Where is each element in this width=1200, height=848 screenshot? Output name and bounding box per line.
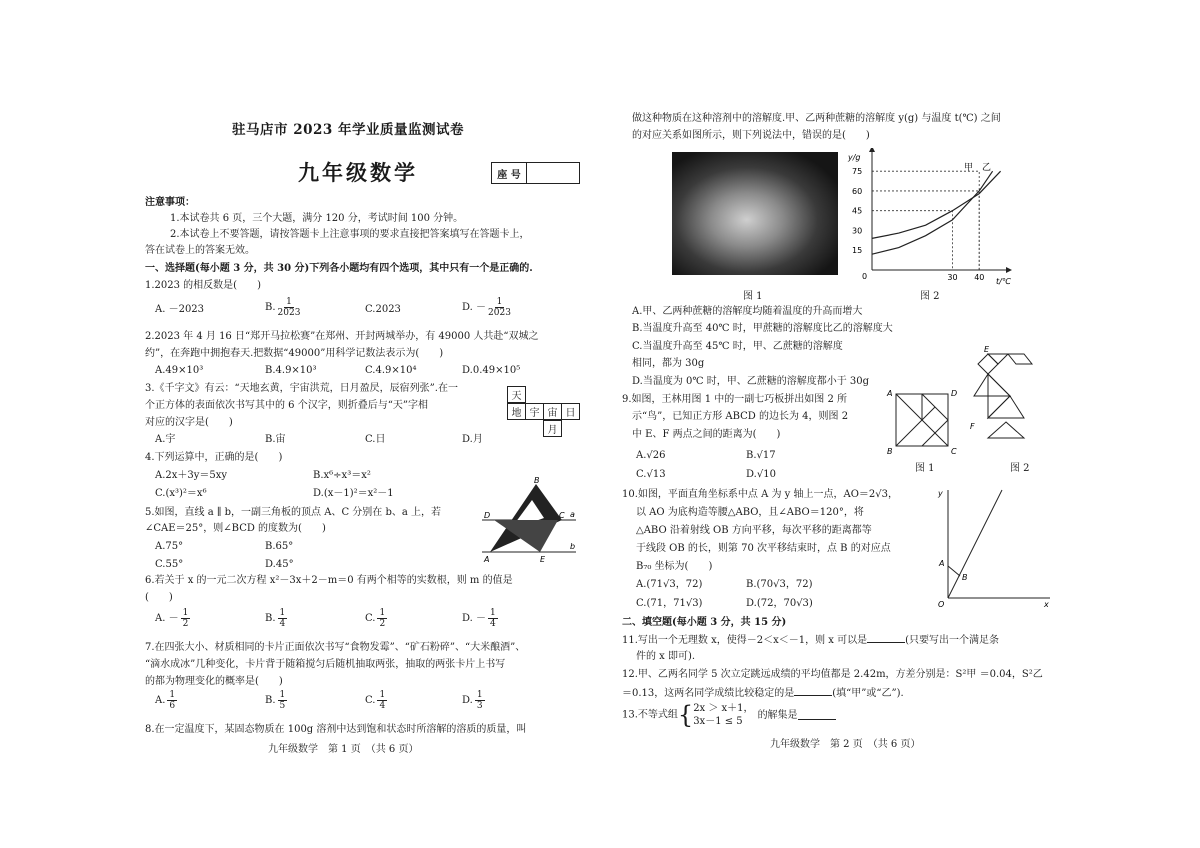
y-tick-label: 30 xyxy=(852,226,863,236)
fig10-label: B xyxy=(962,573,968,582)
fig5-label: D xyxy=(484,511,491,520)
tangram-label: E xyxy=(984,345,990,354)
fig1-caption: 图 1 xyxy=(743,291,763,302)
ray-ob xyxy=(948,490,1002,598)
cube-face: 天 xyxy=(507,386,526,403)
q9-stem-3: 中 E、F 两点之间的距离为( ) xyxy=(632,429,781,440)
beaker-photo xyxy=(672,152,838,275)
q1-option-b: B. $\frac{1}{2023}$ xyxy=(265,297,301,318)
tangram-fig1-caption: 图 1 xyxy=(915,463,935,474)
fig10-label: y xyxy=(938,489,943,498)
tangram-bird-figure xyxy=(966,342,1056,457)
q2-option-c: C.4.9×10⁴ xyxy=(365,365,417,376)
cube-face: 宙 xyxy=(543,403,562,420)
tangram-label: B xyxy=(887,447,893,456)
q1-option-c: C.2023 xyxy=(365,304,401,315)
tangram-label: A xyxy=(887,389,893,398)
q10-option-b: B.(70√3，72) xyxy=(746,579,813,590)
q10-option-c: C.(71，71√3) xyxy=(636,598,703,609)
q7-option-d: D. $\frac{1}{3}$ xyxy=(462,690,483,711)
q5-triangle-figure xyxy=(480,474,580,564)
q6-stem-1: 6.若关于 x 的一元二次方程 x²－3x＋2－m＝0 有两个相等的实数根，则 m 的值是 xyxy=(145,575,513,586)
page-footer: 九年级数学 第 1 页 （共 6 页） xyxy=(268,744,419,755)
q1-option-a: A. －2023 xyxy=(155,304,205,315)
q8-option-d: D.当温度为 0℃ 时，甲、乙蔗糖的溶解度都小于 30g xyxy=(632,376,870,387)
guide-line xyxy=(872,211,952,270)
notice-heading: 注意事项： xyxy=(145,197,195,208)
fig5-label: A xyxy=(484,555,490,564)
q9-option-c: C.√13 xyxy=(636,469,666,480)
q12-stem-1: 12.甲、乙两名同学 5 次立定跳远成绩的平均值都是 2.42m，方差分别是：S²甲 ＝0.04，S²乙 xyxy=(622,669,1043,680)
q9-option-b: B.√17 xyxy=(746,450,776,461)
fig10-label: O xyxy=(938,600,945,609)
fig5-label: E xyxy=(540,555,546,564)
q5-option-b: B.65° xyxy=(265,541,294,552)
tangram-fig2-caption: 图 2 xyxy=(1010,463,1030,474)
q3-stem-2: 个正方体的表面依次书写其中的 6 个汉字，则折叠后与“天”字相 xyxy=(145,400,428,411)
q10-coordinate-figure xyxy=(930,482,1055,612)
q7-option-a: A. $\frac{1}{6}$ xyxy=(155,690,176,711)
segment-ab xyxy=(948,566,960,576)
q7-option-b: B. $\frac{1}{5}$ xyxy=(265,690,286,711)
q5-option-d: D.45° xyxy=(265,559,294,570)
q2-stem-1: 2.2023 年 4 月 16 日“郑开马拉松赛”在郑州、开封两城举办，有 49000 人共赴“双城之 xyxy=(145,331,539,342)
q7-stem-2: “滴水成冰”几种变化，卡片背于随箱搅匀后随机抽取两张，抽取的两张卡片上书写 xyxy=(145,659,506,670)
q10-stem-2: 以 AO 为底构造等腰△ABO，且∠ABO＝120°，将 xyxy=(636,507,864,518)
chart-y-label: y/g xyxy=(848,153,861,162)
q3-option-d: D.月 xyxy=(462,434,483,445)
y-tick-label: 60 xyxy=(852,186,863,196)
tangram-square-figure xyxy=(884,388,964,458)
notice-2a: 2.本试卷上不要答题，请按答题卡上注意事项的要求直接把答案填写在答题卡上， xyxy=(170,229,530,240)
series-yi-label: 乙 xyxy=(982,163,992,173)
tangram-label: F xyxy=(970,422,975,431)
tangram-label: D xyxy=(951,389,958,398)
guide-line xyxy=(872,191,979,270)
q6-option-c: C. $\frac{1}{2}$ xyxy=(365,608,386,629)
q12-stem-2: ＝0.13，这两名同学成绩比较稳定的是 (填“甲”或“乙”). xyxy=(622,688,904,699)
q9-stem-2: 示“鸟”，已知正方形 ABCD 的边长为 4，则图 2 xyxy=(632,411,849,422)
guide-line xyxy=(872,171,979,270)
tangram-piece xyxy=(988,422,1024,438)
section-1-heading: 一、选择题(每小题 3 分，共 30 分)下列各小题均有四个选项，其中只有一个是正确的. xyxy=(145,263,533,274)
q8-stem-continued-2: 的对应关系如图所示，则下列说法中，错误的是( ) xyxy=(632,130,870,141)
cube-face: 日 xyxy=(561,403,580,420)
fig2-caption: 图 2 xyxy=(920,291,940,302)
q3-option-b: B.宙 xyxy=(265,434,286,445)
fig5-label: B xyxy=(534,476,540,485)
y-arrow-icon xyxy=(869,148,875,152)
page-footer-2: 九年级数学 第 2 页 （共 6 页） xyxy=(770,739,921,750)
q3-stem-1: 3.《千字文》有云：“天地玄黄，宇宙洪荒，日月盈昃，辰宿列张”.在一 xyxy=(145,383,458,394)
q10-stem-4: 于线段 OB 的长，则第 70 次平移结束时，点 B 的对应点 xyxy=(636,543,891,554)
seat-label: 座 号 xyxy=(492,163,527,183)
q11-stem-1: 11.写出一个无理数 x，使得－2＜x＜－1，则 x 可以是 (只要写出一个满足条 xyxy=(622,635,999,646)
q1-option-d: D. － $\frac{1}{2023}$ xyxy=(462,297,511,318)
q7-option-c: C. $\frac{1}{4}$ xyxy=(365,690,386,711)
q8-option-a: A.甲、乙两种蔗糖的溶解度均随着温度的升高而增大 xyxy=(632,306,863,317)
tangram-piece xyxy=(974,374,1010,396)
q8-option-b: B.当温度升高至 40℃ 时，甲蔗糖的溶解度比乙的溶解度大 xyxy=(632,323,893,334)
q5-option-c: C.55° xyxy=(155,559,184,570)
q6-stem-2: ( ) xyxy=(145,592,173,603)
q4-option-a: A.2x＋3y＝5xy xyxy=(155,470,228,481)
q3-option-c: C.日 xyxy=(365,434,386,445)
q6-option-a: A. － $\frac{1}{2}$ xyxy=(155,608,189,629)
q3-option-a: A.宇 xyxy=(155,434,176,445)
series-jia-label: 甲 xyxy=(964,163,974,173)
q9-stem-1: 9.如图，王林用图 1 中的一副七巧板拼出如图 2 所 xyxy=(622,394,847,405)
tangram-piece xyxy=(988,396,1024,418)
q4-option-b: B.x⁶÷x³＝x² xyxy=(313,470,371,481)
q10-option-d: D.(72，70√3) xyxy=(746,598,813,609)
q9-option-a: A.√26 xyxy=(636,450,666,461)
q2-option-d: D.0.49×10⁵ xyxy=(462,365,521,376)
q3-stem-3: 对应的汉字是( ) xyxy=(145,417,233,428)
fig10-label: A xyxy=(939,559,945,568)
fig5-label: b xyxy=(570,542,576,551)
series-yi-curve xyxy=(872,171,1001,238)
q13-stem: 13.不等式组{ 2x ＞ x＋1， 3x－1 ≤ 5 的解集是 xyxy=(622,702,836,728)
q6-option-d: D. － $\frac{1}{4}$ xyxy=(462,608,496,629)
q10-stem-3: △ABO 沿着射线 OB 方向平移，每次平移的距离都等 xyxy=(636,525,872,536)
y-tick-label: 75 xyxy=(852,167,863,177)
tangram-piece xyxy=(988,354,1008,364)
q4-option-c: C.(x³)²＝x⁶ xyxy=(155,488,207,499)
q1-stem: 1.2023 的相反数是( ) xyxy=(145,280,261,291)
q10-stem-1: 10.如图，平面直角坐标系中点 A 为 y 轴上一点，AO＝2√3， xyxy=(622,489,899,500)
q2-stem-2: 约”，在奔跑中拥抱春天.把数据“49000”用科学记数法表示为( ) xyxy=(145,348,444,359)
tangram-line xyxy=(922,407,935,420)
tangram-piece xyxy=(1008,354,1032,364)
section-2-heading: 二、填空题(每小题 3 分，共 15 分) xyxy=(622,617,787,628)
seat-number-box xyxy=(491,162,580,184)
q10-option-a: A.(71√3，72) xyxy=(636,579,703,590)
q11-stem-2: 件的 x 即可). xyxy=(636,651,696,662)
q4-option-d: D.(x－1)²＝x²－1 xyxy=(313,488,394,499)
q8-stem-start: 8.在一定温度下，某固态物质在 100g 溶剂中达到饱和状态时所溶解的溶质的质量，叫 xyxy=(145,724,527,735)
cube-face: 月 xyxy=(543,420,562,437)
q8-option-c-2: 相同，都为 30g xyxy=(632,358,705,369)
q8-option-c-1: C.当温度升高至 45℃ 时，甲、乙蔗糖的溶解度 xyxy=(632,341,843,352)
q4-stem: 4.下列运算中，正确的是( ) xyxy=(145,452,283,463)
tangram-label: C xyxy=(951,447,957,456)
q6-option-b: B. $\frac{1}{4}$ xyxy=(265,608,286,629)
fig10-label: x xyxy=(1044,600,1049,609)
q10-stem-5: B₇₀ 坐标为( ) xyxy=(636,561,713,572)
q9-option-d: D.√10 xyxy=(746,469,776,480)
y-tick-label: 15 xyxy=(852,246,863,256)
q5-stem-1: 5.如图，直线 a ∥ b，一副三角板的顶点 A、C 分别在 b、a 上，若 xyxy=(145,507,442,518)
x-tick-label: 40 xyxy=(974,273,985,282)
fig5-label: a xyxy=(570,510,575,519)
q7-stem-3: 的都为物理变化的概率是( ) xyxy=(145,676,283,687)
q7-stem-1: 7.在四张大小、材质相同的卡片正面依次书写“食物发霉”、“矿石粉碎”、“大米酿酒”、 xyxy=(145,642,526,653)
exam-title: 驻马店市 2023 年学业质量监测试卷 xyxy=(232,122,464,138)
tangram-line xyxy=(896,420,922,446)
notice-1: 1.本试卷共 6 页，三个大题，满分 120 分，考试时间 100 分钟。 xyxy=(170,213,464,224)
fig5-label: C xyxy=(559,511,565,520)
chart-origin: 0 xyxy=(862,272,868,281)
y-tick-label: 45 xyxy=(852,206,863,216)
cube-face: 地 xyxy=(507,403,526,420)
tangram-piece xyxy=(978,354,998,374)
q5-option-a: A.75° xyxy=(155,541,184,552)
x-arrow-icon xyxy=(1006,267,1012,273)
chart-x-label: t/℃ xyxy=(996,277,1011,286)
x-tick-label: 30 xyxy=(947,273,958,282)
q2-option-b: B.4.9×10³ xyxy=(265,365,317,376)
notice-2b: 答在试卷上的答案无效。 xyxy=(145,245,255,256)
solubility-chart xyxy=(846,148,1016,288)
q2-option-a: A.49×10³ xyxy=(155,365,204,376)
cube-face: 宇 xyxy=(525,403,544,420)
subject-title: 九年级数学 xyxy=(298,160,418,185)
series-jia-curve xyxy=(872,171,993,254)
q8-stem-continued-1: 做这种物质在这种溶剂中的溶解度.甲、乙两种蔗糖的溶解度 y(g) 与温度 t(℃) 之间 xyxy=(632,113,1001,124)
q5-stem-2: ∠CAE＝25°，则∠BCD 的度数为( ) xyxy=(145,523,326,534)
